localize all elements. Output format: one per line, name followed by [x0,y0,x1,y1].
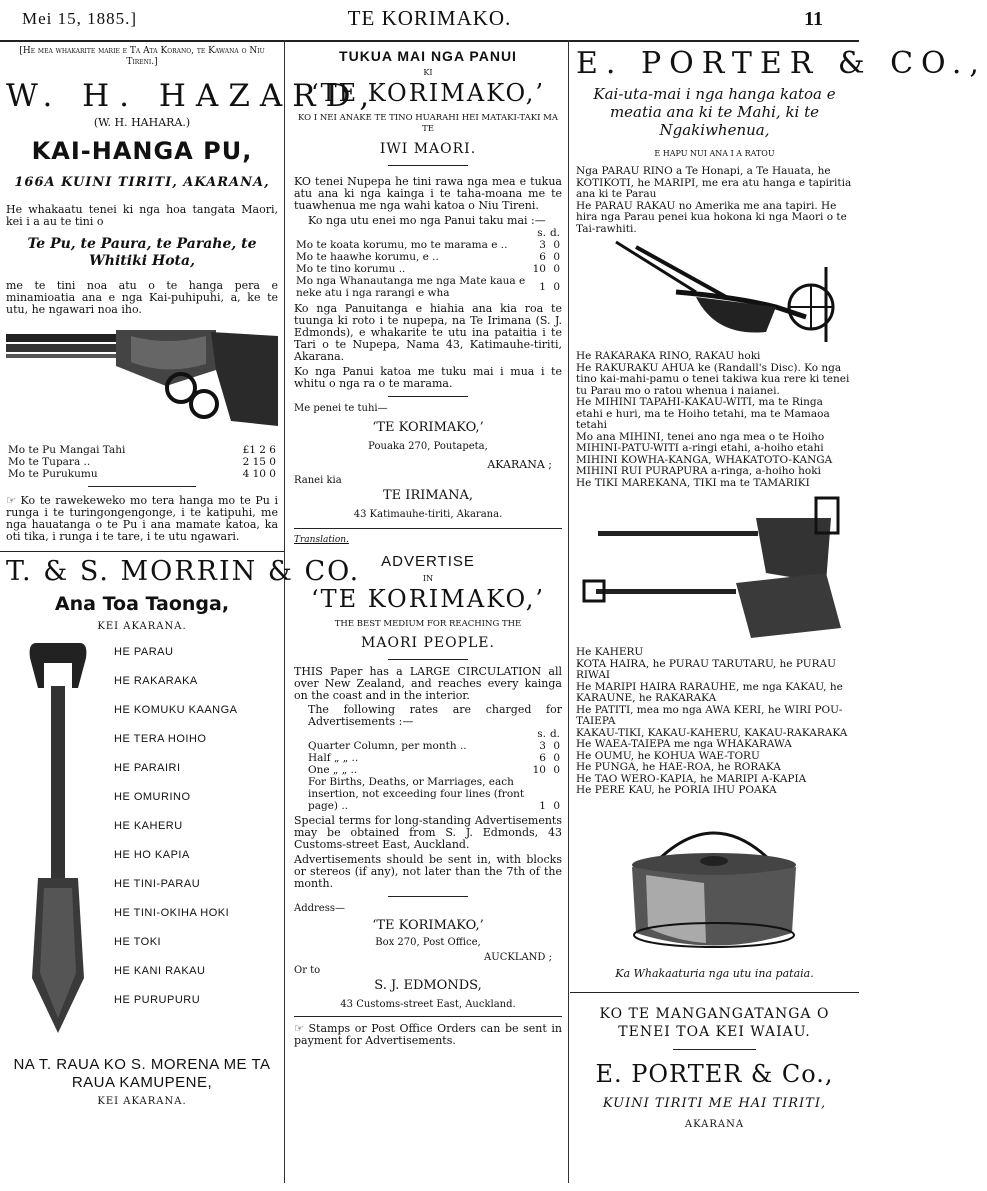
list-item: He TAO WERO-KAPIA, he MARIPI A-KAPIA [576,772,807,785]
ad-heading-ki: KI [423,68,433,77]
advertise-title: ‘TE KORIMAKO,’ [310,585,545,613]
list-item: HE HO KAPIA [114,849,190,861]
address-line-3: AKARANA ; [487,458,552,471]
list-item: He PARAU RAKAU no Amerika me ana tapiri. He hira nga Parau penei kua hokona ki nga Maori o te Tai-rawhiti. [576,199,847,235]
hazard-subname: (W. H. HAHARA.) [93,116,191,129]
list-item: MIHINI RUI PURAPURA a-ringa, a-hoiho hoki [576,465,821,477]
translation-label: Translation. [294,535,349,545]
page-number: 11 [804,8,823,30]
divider [294,1016,562,1017]
hazard-items: Te Pu, te Paura, te Parahe, te Whitiki Hota, [27,236,257,269]
list-item: HE OMURINO [114,791,191,803]
english-paragraph-3: Advertisements should be sent in, with blocks or stereos (if any), not later than the 7th of the month. [294,853,562,890]
divider [388,659,468,660]
pointing-hand-icon: ☞ [294,1022,309,1035]
eng-address-label: Address— [294,903,345,914]
pot-caption: Ka Whakaaturia nga utu ina pataia. [615,966,814,980]
ad-heading-sub2: IWI MAORI. [379,141,477,157]
list-item: He OUMU, he KOHUA WAE-TORU [576,749,760,762]
newspaper-title: TE KORIMAKO. [347,6,512,30]
address-line-5: 43 Katimauhe-tiriti, Akarana. [353,509,503,520]
list-item: HE KOMUKU KAANGA [114,704,238,716]
divider [294,528,562,529]
address-line-4: TE IRIMANA, [383,488,473,503]
morrin-name: T. & S. MORRIN & CO. [6,556,361,587]
porter-tagline: Kai-uta-mai i nga hanga katoa e meatia ana ki te Mahi, ki te Ngakiwhenua, [593,85,836,139]
list-item: He WAEA-TAIEPA me nga WHAKARAWA [576,738,792,750]
porter-tagline-2: E HAPU NUI ANA I A RATOU [654,149,775,158]
list-item: He PATITI, mea mo nga AWA KERI, he WIRI POU-TAIEPA [576,703,843,727]
list-item: HE TINI-PARAU [114,878,201,890]
divider [388,165,468,166]
table-row: Quarter Column, per month .. 3 0 [308,740,560,752]
list-item: He MARIPI HAIRA RARAUHE, me nga KAKAU, he KARAUNE, he RAKARAKA [576,680,843,704]
pointing-hand-icon: ☞ [6,494,21,507]
table-row: Mo nga Whanautanga me nga Mate kaua e neke atu i nga rarangi e wha 1 0 [296,275,560,299]
list-item: He PUNGA, he HAE-ROA, he RORAKA [576,761,781,773]
divider [673,1049,756,1050]
price-value: 2 15 0 [242,456,276,468]
stamps-text: Stamps or Post Office Orders can be sent in payment for Advertisements. [294,1022,563,1047]
plough-illustration [576,237,852,347]
address-line-1: ‘TE KORIMAKO,’ [372,420,484,435]
gun-price-table [6,444,278,480]
english-rates-table: s. d. Quarter Column, per month .. 3 0 Half „ „ .. 6 0 One „ „ .. 10 0 For Births, Deaths, or Marriages, each insertion, not exceeding four lines (front page) .. 1 0 [294,728,562,812]
gazette-notice: [He mea whakarite marie e Ta Ata Korano, te Kawana o Niu Tireni.] [19,46,265,67]
page-header [0,0,859,42]
list-item: HE RAKARAKA [114,675,198,687]
divider [388,896,468,897]
list-item: MIHINI-PATU-WITI a-ringi etahi, a-hoiho etahi [576,442,824,454]
porter-list-3 [576,647,853,797]
price-item: Mo te Tupara .. [8,456,91,468]
price-item: Mo te Pu Mangai Tahi [8,444,126,456]
maori-rates-intro: Ko nga utu enei mo nga Panui taku mai :— [308,214,546,227]
list-item: He TIKI MAREKANA, TIKI ma te TAMARIKI [576,476,810,489]
hazard-name: W. H. HAZARD, [6,78,380,114]
english-paragraph-1: THIS Paper has a LARGE CIRCULATION all over New Zealand, and reaches every kainga on the coast and in the interior. [294,665,562,702]
table-row: Mo te tino korumu .. 10 0 [296,263,560,275]
list-item: Nga PARAU RINO a Te Honapi, a Te Hauata, he KOTIKOTI, he MARIPI, me era atu hanga e tapiritia ana ki te Parau [576,165,852,200]
hazard-trade: KAI-HANGA PU, [31,137,253,165]
advertise-heading: ADVERTISE [381,553,475,570]
spade-illustration [18,638,108,1038]
eng-address-4: S. J. EDMONDS, [374,978,482,993]
list-item: HE TINI-OKIHA HOKI [114,907,230,919]
eng-address-2: Box 270, Post Office, [375,937,481,948]
list-item: He RAKARAKA RINO, RAKAU hoki [576,350,761,362]
list-item: He MIHINI TAPAHI-KAKAU-WITI, ma te Ringa etahi e huri, ma te Hoiho tetahi, ma te Mamaoa tetahi [576,396,830,431]
table-row: One „ „ .. 10 0 [308,764,560,776]
divider [88,486,197,487]
english-rates-intro: The following rates are charged for Advertisements :— [308,703,562,728]
porter-notice: KO TE MANGANGATANGA O TENEI TOA KEI WAIAU. [599,1005,830,1040]
ad-heading-sub: KO I NEI ANAKE TE TINO HUARAHI HEI MATAKI-TAKI MA TE [298,113,558,134]
table-row [6,444,278,456]
list-item: HE PARAIRI [114,762,181,774]
porter-list-2 [576,351,853,489]
column-middle [286,40,569,1183]
list-item: HE KANI RAKAU [114,965,206,977]
maori-rates-table: s. d. Mo te koata korumu, mo te marama e .. 3 0 Mo te haawhe korumu, e .. 6 0 Mo te tino korumu .. 10 0 Mo nga Whanautanga me nga Mate kaua e neke atu i nga rarangi e wha 1 0 [296,227,560,299]
gun-repair-note [6,495,278,543]
morrin-footer: NA T. RAUA KO S. MORENA ME TA RAUA KAMUPENE, [13,1056,271,1091]
price-value: £1 2 6 [242,444,276,456]
list-item: HE TERA HOIHO [114,733,207,745]
table-row: For Births, Deaths, or Marriages, each insertion, not exceeding four lines (front page) .. 1 0 [308,776,560,812]
morrin-footer-location: KEI AKARANA. [97,1096,187,1107]
morrin-subtitle: Ana Toa Taonga, [54,593,230,615]
table-row: Half „ „ .. 6 0 [308,752,560,764]
list-item: He KAHERU [576,646,644,658]
list-item: KOTA HAIRA, he PURAU TARUTARU, he PURAU RIWAI [576,657,836,681]
eng-or-to: Or to [294,965,321,976]
ad-heading-title: ‘TE KORIMAKO,’ [310,79,545,107]
porter-list-1 [576,166,853,235]
advertise-in: IN [422,574,434,583]
list-item: HE KAHERU [114,820,183,832]
shovels-illustration [576,493,852,643]
table-row: Mo te haawhe korumu, e .. 6 0 [296,251,560,263]
stamps-note [294,1023,562,1047]
morrin-item-list [114,638,238,1015]
issue-date: Mei 15, 1885.] [22,9,138,28]
shotgun-illustration [6,326,278,436]
list-item: MIHINI KOWHA-KANGA, WHAKATOTO-KANGA [576,453,833,466]
list-item: HE PURUPURU [114,994,201,1006]
hazard-body: me te tini noa atu o te hanga pera e minamioatia ana e nga Kai-puhipuhi, a, ke te utu, he ngawari noa iho. [6,279,278,316]
list-item: KAKAU-TIKI, KAKAU-KAHERU, KAKAU-RAKARAKA [576,726,848,739]
ad-heading: TUKUA MAI NGA PANUI [339,48,517,64]
table-row [6,468,278,480]
address-ranei: Ranei kia [294,475,342,486]
maori-paragraph-2: Ko nga Panuitanga e hiahia ana kia roa te tuunga ki roto i te nupepa, na Te Irimana (S. J. Edmonds), e whakarite te utu ina pataitia i te Tari o te Nupepa, Nama 43, Katimauhe-tiriti, Akarana. [294,302,562,363]
porter-name: E. PORTER & CO., [576,46,987,81]
advertise-sub2: MAORI PEOPLE. [361,635,495,651]
eng-address-1: ‘TE KORIMAKO,’ [372,918,484,933]
column-right [570,40,987,1183]
address-line-2: Pouaka 270, Poutapeta, [368,441,488,452]
hazard-intro: He whakaatu tenei ki nga hoa tangata Maori, kei i a au te tini o [6,203,278,228]
advertise-sub: THE BEST MEDIUM FOR REACHING THE [334,619,522,629]
maori-paragraph-3: Ko nga Panui katoa me tuku mai i mua i te whitu o nga ra o te marama. [294,365,562,390]
list-item: Mo ana MIHINI, tenei ano nga mea o te Hoiho [576,430,825,443]
note-text: Ko te rawekeweko mo tera hanga mo te Pu i runga i te turingongengonge, i te katipuhi, me nga hauatanga o te Pu i ana mamate katoa, ka oti tika, i runga i te tare, i te utu ngawari. [6,494,278,543]
morrin-location: KEI AKARANA. [97,621,187,632]
price-value: 4 10 0 [242,468,276,480]
list-item: HE PARAU [114,646,174,658]
table-row [6,456,278,468]
divider [388,396,468,397]
list-item: HE TOKI [114,936,162,948]
eng-address-5: 43 Customs-street East, Auckland. [340,999,516,1010]
maori-paragraph-1: KO tenei Nupepa he tini rawa nga mea e tukua atu ana ki nga kainga i te taha-moana me te tuawhenua me nga wahi katoa o Niu Tireni. [294,175,562,212]
table-row: Mo te koata korumu, mo te marama e .. 3 0 [296,239,560,251]
english-paragraph-2: Special terms for long-standing Advertisements may be obtained from S. J. Edmonds, 43 Customs-street East, Auckland. [294,814,562,851]
hazard-address: 166A KUINI TIRITI, AKARANA, [14,175,270,190]
list-item: He RAKURAKU AHUA ke (Randall's Disc). Ko nga tino kai-mahi-pamu o tenei takiwa kua rere ki tenei tu Parau mo o ratou whenua i naianei. [576,361,850,397]
eng-address-3: AUCKLAND ; [484,952,552,963]
cooking-pot-illustration [576,803,852,963]
porter-footer-name: E. PORTER & Co., [595,1059,834,1088]
address-label: Me penei te tuhi— [294,403,388,414]
porter-footer-address: KUINI TIRITI ME HAI TIRITI, [602,1095,827,1111]
list-item: He PERE KAU, he PORIA IHU POAKA [576,784,777,796]
porter-footer-location: AKARANA [684,1118,745,1130]
price-item: Mo te Purukumu [8,468,98,480]
